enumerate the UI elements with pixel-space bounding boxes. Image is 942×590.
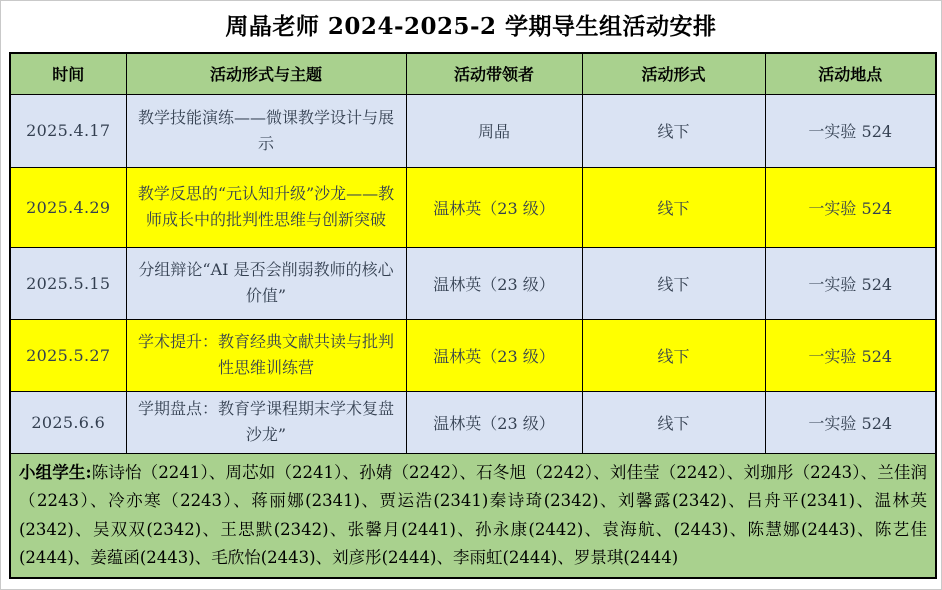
students-section (10, 453, 936, 578)
format-cell: 线下 (582, 391, 765, 453)
format-cell: 线下 (582, 94, 765, 167)
format-cell: 线下 (582, 319, 765, 391)
location-cell: 一实验 524 (765, 247, 936, 319)
leader-cell: 温林英（23 级） (406, 167, 582, 247)
column-header-leader: 活动带领者 (406, 53, 582, 94)
table-row (10, 319, 936, 391)
students-list: 陈诗怡（2241）、周芯如（2241）、孙婧（2242）、石冬旭（2242）、刘佳莹（2242）、刘珈彤（2243）、兰佳润（2243）、冷亦寒（2243）、蒋丽娜(2341)、贾运浩(2341)秦诗琦(2342)、刘馨露(2342)、吕舟平(2341)、温林英(2342)、吴双双(2342)、王思默(2342)、张馨月(2441)、孙永康(2442)、袁海航、(2443)、陈慧娜(2443)、陈艺佳(2444)、姜蕴函(2443)、毛欣怡(2443)、刘彦彤(2444)、李雨虹(2444)、罗景琪(2444) (19, 462, 928, 567)
location-cell: 一实验 524 (765, 391, 936, 453)
leader-cell: 周晶 (406, 94, 582, 167)
page-title: 周晶老师 2024-2025-2 学期导生组活动安排 (225, 13, 717, 40)
time-cell: 2025.5.27 (10, 319, 126, 391)
students-label: 小组学生: (19, 462, 92, 482)
column-header-location: 活动地点 (765, 53, 936, 94)
time-cell: 2025.6.6 (10, 391, 126, 453)
theme-cell: 教学技能演练——微课教学设计与展示 (126, 94, 406, 167)
location-cell: 一实验 524 (765, 319, 936, 391)
table-row (10, 247, 936, 319)
time-cell: 2025.5.15 (10, 247, 126, 319)
location-cell: 一实验 524 (765, 94, 936, 167)
format-cell: 线下 (582, 247, 765, 319)
time-cell: 2025.4.29 (10, 167, 126, 247)
table-row (10, 391, 936, 453)
leader-cell: 温林英（23 级） (406, 247, 582, 319)
format-cell: 线下 (582, 167, 765, 247)
theme-cell: 分组辩论“AI 是否会削弱教师的核心价值” (126, 247, 406, 319)
column-header-format: 活动形式 (582, 53, 765, 94)
leader-cell: 温林英（23 级） (406, 319, 582, 391)
theme-cell: 学期盘点：教育学课程期末学术复盘沙龙” (126, 391, 406, 453)
time-cell: 2025.4.17 (10, 94, 126, 167)
leader-cell: 温林英（23 级） (406, 391, 582, 453)
location-cell: 一实验 524 (765, 167, 936, 247)
table-header-row (10, 53, 936, 94)
column-header-theme: 活动形式与主题 (126, 53, 406, 94)
column-header-time: 时间 (10, 53, 126, 94)
activity-schedule-table (9, 52, 937, 579)
table-row (10, 167, 936, 247)
theme-cell: 学术提升：教育经典文献共读与批判性思维训练营 (126, 319, 406, 391)
theme-cell: 教学反思的“元认知升级”沙龙——教师成长中的批判性思维与创新突破 (126, 167, 406, 247)
students-cell (10, 453, 936, 578)
table-row (10, 94, 936, 167)
